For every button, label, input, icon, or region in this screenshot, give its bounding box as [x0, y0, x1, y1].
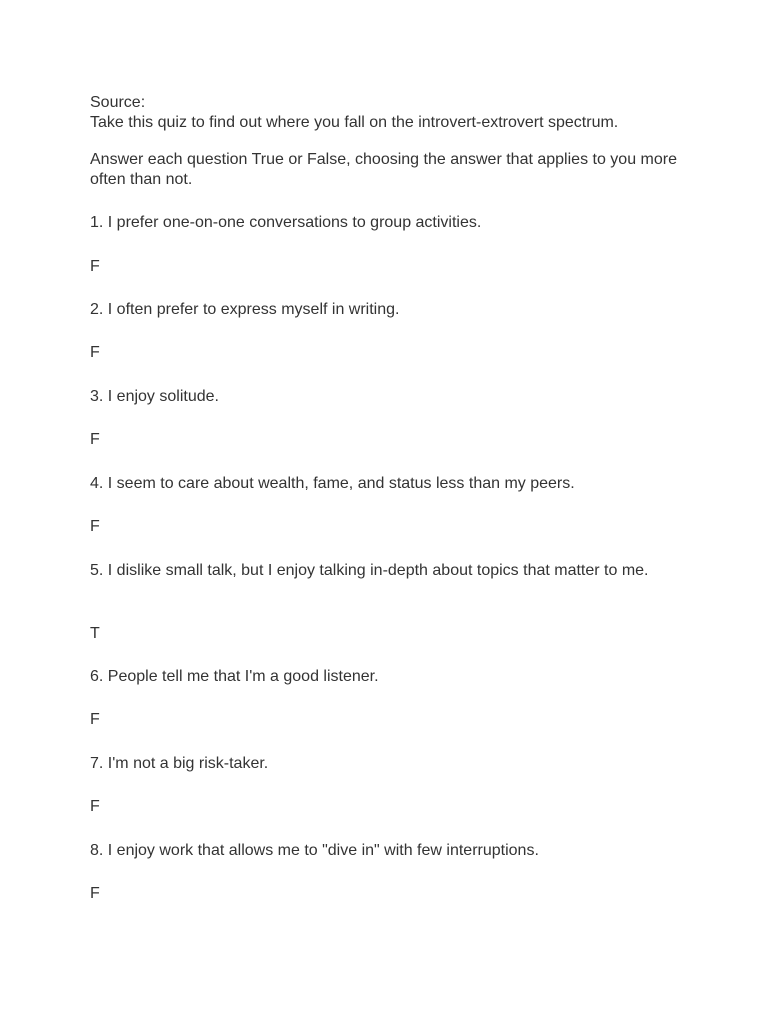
question-7: 7. I'm not a big risk-taker.	[90, 755, 269, 772]
source-label: Source:	[90, 94, 146, 111]
question-4: 4. I seem to care about wealth, fame, and status less than my peers.	[90, 475, 575, 492]
instructions-text: Answer each question True or False, choosing the answer that applies to you more often than not.	[90, 151, 677, 188]
answer-3: F	[90, 431, 100, 448]
question-3: 3. I enjoy solitude.	[90, 388, 219, 405]
question-8: 8. I enjoy work that allows me to "dive in" with few interruptions.	[90, 842, 539, 859]
answer-1: F	[90, 258, 100, 275]
answer-7: F	[90, 798, 100, 815]
answer-5: T	[90, 625, 100, 642]
intro-text: Take this quiz to find out where you fall on the introvert-extrovert spectrum.	[90, 114, 619, 131]
question-6: 6. People tell me that I'm a good listener.	[90, 668, 379, 685]
answer-8: F	[90, 885, 100, 902]
question-5: 5. I dislike small talk, but I enjoy talking in-depth about topics that matter to me.	[90, 562, 649, 579]
answer-6: F	[90, 711, 100, 728]
question-2: 2. I often prefer to express myself in writing.	[90, 301, 400, 318]
answer-4: F	[90, 518, 100, 535]
answer-2: F	[90, 344, 100, 361]
question-1: 1. I prefer one-on-one conversations to group activities.	[90, 214, 482, 231]
